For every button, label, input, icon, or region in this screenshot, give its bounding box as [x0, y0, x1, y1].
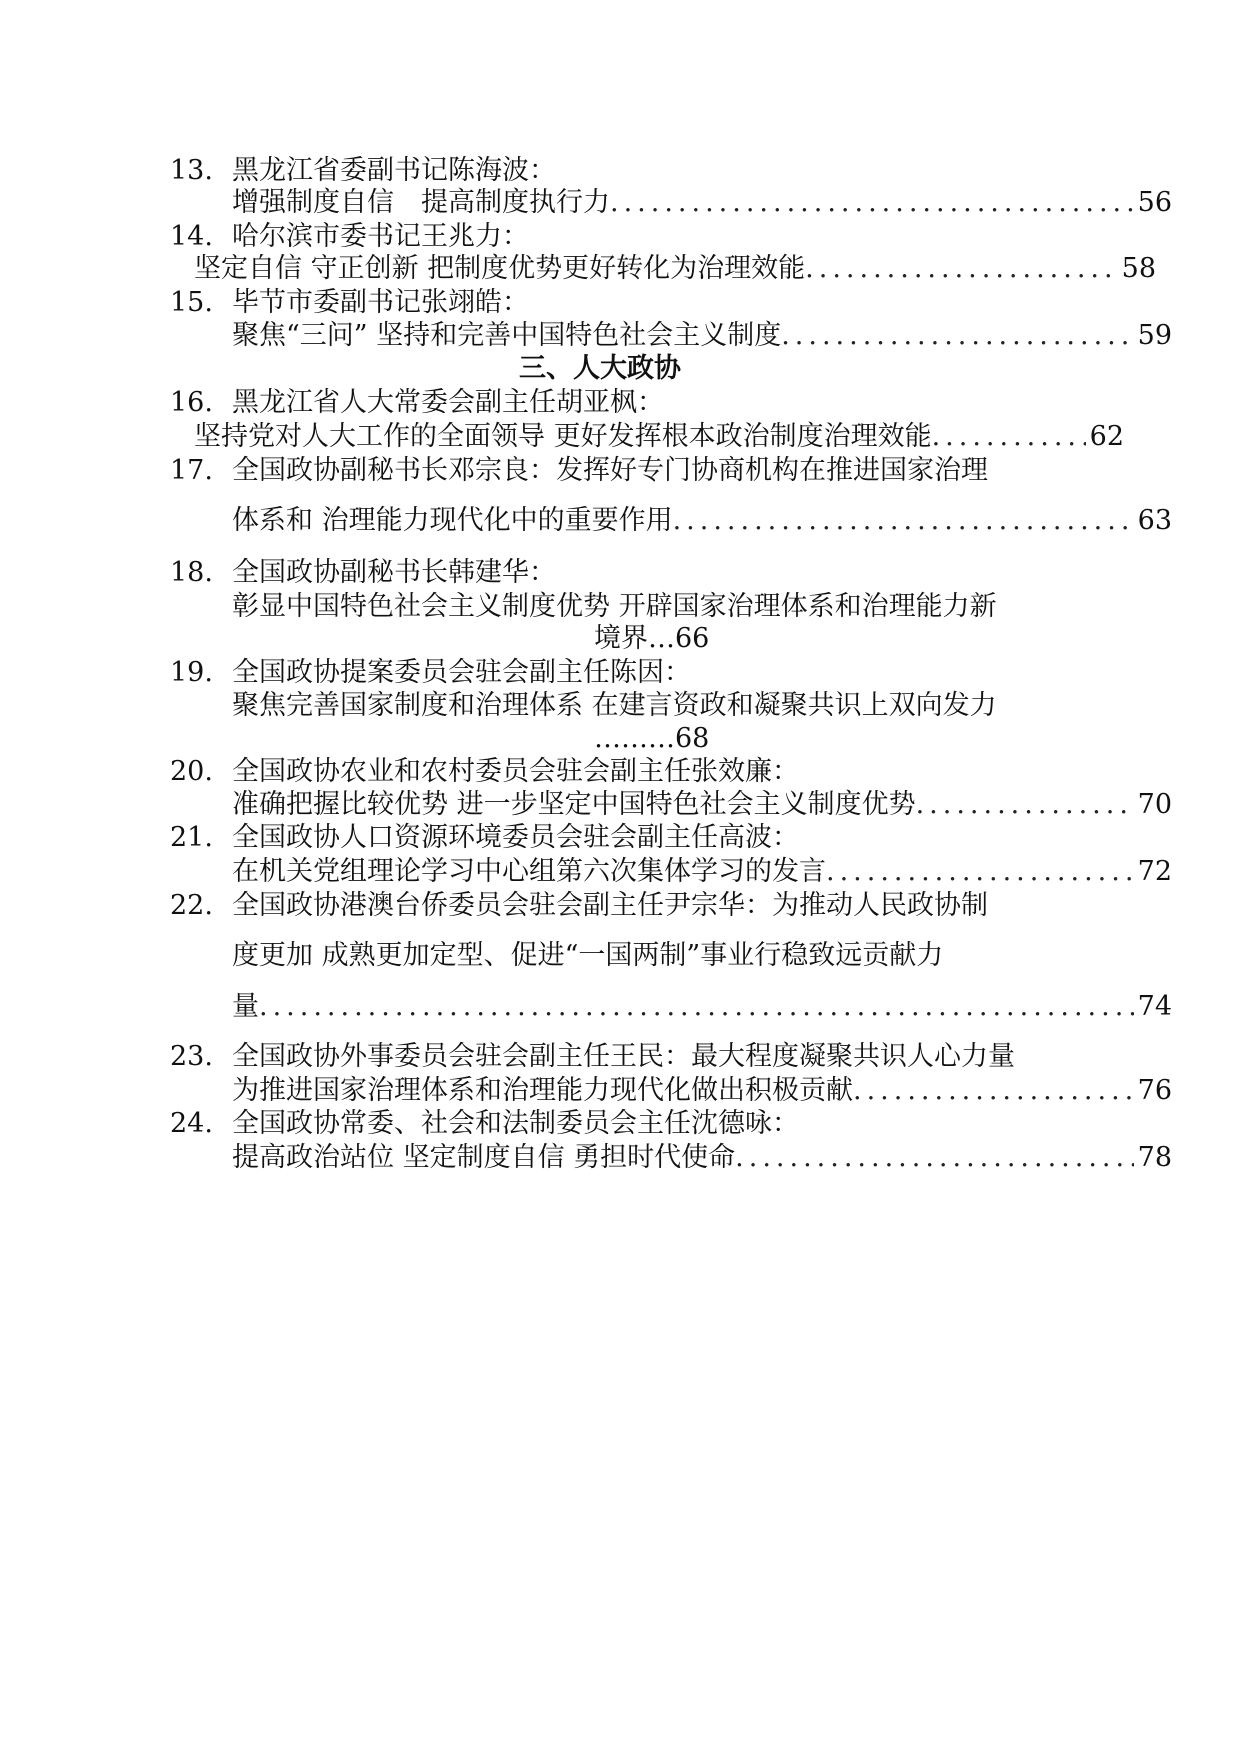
entry-heading: 毕节市委副书记张翊皓： [232, 287, 529, 318]
entry-title[interactable]: 聚焦完善国家制度和治理体系 在建言资政和凝聚共识上双向发力 [232, 690, 997, 721]
toc-entry[interactable] [232, 1141, 1172, 1175]
entry-title[interactable]: 彰显中国特色社会主义制度优势 开辟国家治理体系和治理能力新 [232, 591, 997, 622]
toc-entry[interactable] [232, 788, 1172, 822]
entry-heading: 全国政协副秘书长韩建华： [232, 557, 556, 588]
entry-heading: 全国政协外事委员会驻会副主任王民：最大程度凝聚共识人心力量 [232, 1041, 1015, 1072]
entry-number: 17. [170, 455, 213, 486]
entry-title: 增强制度自信 提高制度执行力 [232, 187, 610, 218]
entry-heading: 全国政协人口资源环境委员会驻会副主任高波： [232, 822, 799, 853]
dot-leader [781, 319, 1133, 353]
toc-entry[interactable] [194, 420, 1124, 454]
entry-number: 20. [170, 756, 213, 787]
entry-number: 22. [170, 890, 213, 921]
entry-title: 在机关党组理论学习中心组第六次集体学习的发言 [232, 856, 826, 887]
toc-entry[interactable] [232, 990, 1172, 1024]
entry-title: 体系和 治理能力现代化中的重要作用 [232, 505, 673, 536]
page-number: 74 [1137, 991, 1172, 1022]
dot-leader [853, 1074, 1134, 1108]
entry-title: 坚持党对人大工作的全面领导 更好发挥根本政治制度治理效能 [194, 421, 932, 452]
entry-title: 聚焦“三问” 坚持和完善中国特色社会主义制度 [232, 320, 782, 351]
toc-entry[interactable] [232, 855, 1172, 889]
entry-title-tail: ………68 [594, 723, 710, 754]
entry-heading: 黑龙江省人大常委会副主任胡亚枫： [232, 387, 664, 418]
page-number: 72 [1137, 856, 1172, 887]
toc-entry[interactable] [232, 1074, 1172, 1108]
entry-number: 24. [170, 1108, 213, 1139]
entry-title: 为推进国家治理体系和治理能力现代化做出积极贡献 [232, 1075, 853, 1106]
dot-leader [735, 1141, 1133, 1175]
page-number: 62 [1089, 421, 1124, 452]
entry-heading: 全国政协农业和农村委员会驻会副主任张效廉： [232, 756, 799, 787]
entry-heading: 全国政协港澳台侨委员会驻会副主任尹宗华：为推动人民政协制 [232, 890, 988, 921]
entry-number: 13. [170, 155, 213, 186]
toc-entry[interactable] [232, 319, 1172, 353]
entry-heading: 黑龙江省委副书记陈海波： [232, 155, 556, 186]
toc-entry[interactable] [232, 504, 1172, 538]
toc-entry[interactable] [232, 186, 1172, 220]
entry-number: 23. [170, 1041, 213, 1072]
entry-heading: 哈尔滨市委书记王兆力： [232, 221, 529, 252]
entry-heading: 全国政协常委、社会和法制委员会主任沈德咏： [232, 1108, 799, 1139]
entry-heading: 全国政协提案委员会驻会副主任陈因： [232, 657, 691, 688]
dot-leader [805, 252, 1117, 286]
page-number: 78 [1137, 1142, 1172, 1173]
dot-leader [259, 990, 1134, 1024]
entry-number: 21. [170, 822, 213, 853]
entry-heading-continued: 度更加 成熟更加定型、促进“一国两制”事业行稳致远贡献力 [232, 940, 944, 971]
entry-title: 量 [232, 991, 259, 1022]
entry-number: 19. [170, 657, 213, 688]
entry-number: 14. [170, 221, 213, 252]
dot-leader [826, 855, 1134, 889]
entry-number: 15. [170, 287, 213, 318]
entry-number: 16. [170, 387, 213, 418]
page-number: 76 [1137, 1075, 1172, 1106]
entry-title: 坚定自信 守正创新 把制度优势更好转化为治理效能 [194, 253, 806, 284]
entry-title-tail: 境界…66 [594, 623, 710, 654]
page-number: 70 [1137, 789, 1172, 820]
entry-number: 18. [170, 557, 213, 588]
dot-leader [673, 504, 1134, 538]
dot-leader [610, 186, 1134, 220]
page-number: 63 [1137, 505, 1172, 536]
page-number: 56 [1137, 187, 1172, 218]
entry-title: 提高政治站位 坚定制度自信 勇担时代使命 [232, 1142, 736, 1173]
page-number: 58 [1121, 253, 1156, 284]
entry-title: 准确把握比较优势 进一步坚定中国特色社会主义制度优势 [232, 789, 916, 820]
dot-leader [932, 420, 1086, 454]
section-title: 三、人大政协 [519, 353, 681, 384]
entry-heading: 全国政协副秘书长邓宗良：发挥好专门协商机构在推进国家治理 [232, 455, 988, 486]
page-number: 59 [1137, 320, 1172, 351]
toc-entry[interactable] [194, 252, 1156, 286]
dot-leader [916, 788, 1134, 822]
